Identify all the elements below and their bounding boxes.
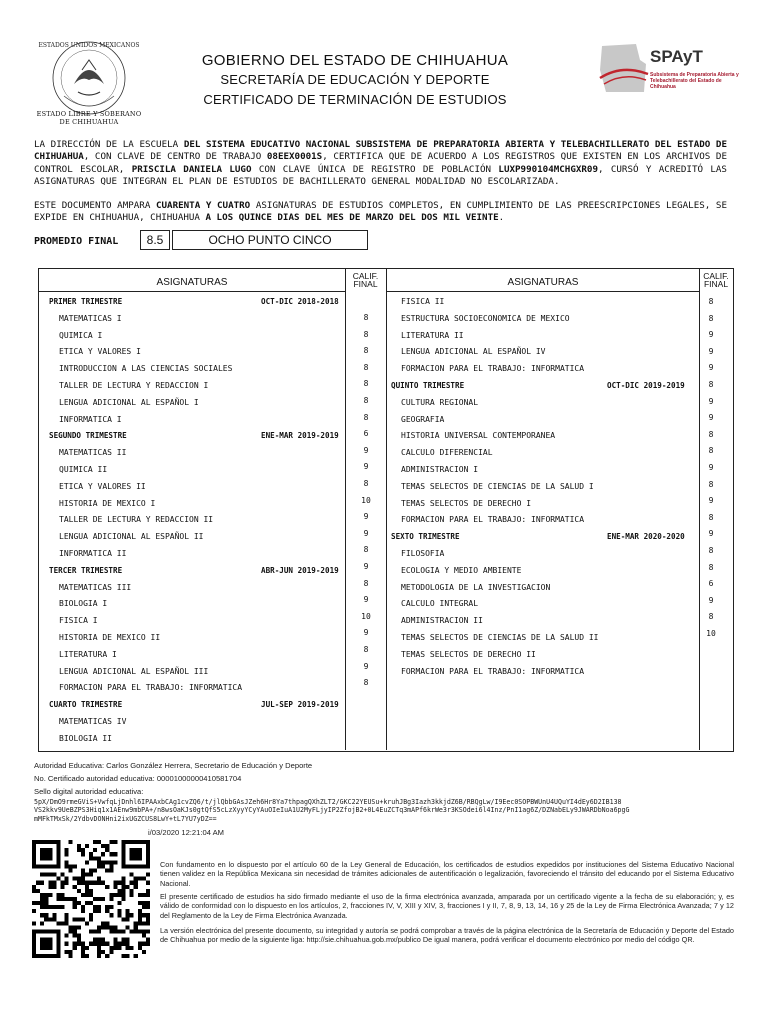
trimester-heading: QUINTO TRIMESTRE xyxy=(391,381,465,390)
document-title: CERTIFICADO DE TERMINACIÓN DE ESTUDIOS xyxy=(203,92,507,107)
legal-paragraph-3: La versión electrónica del presente documento, su integridad y autoría se podrá comprobar a través de la página electrónica de la Secretaría de Educación y Deporte del Estado de Chihuahua por medio de la siguiente liga: http://sie.chihuahua.gob.mx/publico De igual manera, podrá verificar el documento electrónico por medio del código QR. xyxy=(160,926,734,945)
logo-wordmark: SPAyT xyxy=(650,47,703,66)
final-grade: 10 xyxy=(706,629,716,638)
final-average-value: 8.5 xyxy=(140,230,170,250)
subject-name: TALLER DE LECTURA Y REDACCION I xyxy=(59,381,209,390)
logo-subtitle: Subsistema de Preparatoria Abierta y Telebachillerato del Estado de Chihuahua xyxy=(650,72,739,90)
final-grade: 6 xyxy=(708,579,714,589)
final-grade: 8 xyxy=(708,546,714,555)
final-grade: 6 xyxy=(363,429,369,439)
final-grade: 9 xyxy=(708,496,714,506)
final-grade: 8 xyxy=(708,313,714,323)
final-grade: 8 xyxy=(363,678,369,688)
trimester-period: OCT-DIC 2019-2019 xyxy=(607,381,685,390)
final-grade: 8 xyxy=(708,479,714,489)
final-grade: 8 xyxy=(363,645,369,654)
legal-paragraph-2: El presente certificado de estudios ha sido firmado mediante el uso de la firma electrónica avanzada, amparada por un certificado vigente a la fecha de su elaboración; y, es válido de conformidad con lo dispuesto en los artículos, 2, fracciones IV, V, XIII y XIV, 3, fracciones I y II, 7, 8, 9, 13, 14, 16 y 25 de la Ley de Firma Electrónica Avanzada; 7 y 12 del Reglamento de la Ley de Firma Electrónica Avanzada. xyxy=(160,892,734,920)
education-authority: Autoridad Educativa: Carlos González Herrera, Secretario de Educación y Deporte xyxy=(34,761,313,770)
subject-name: HISTORIA DE MEXICO II xyxy=(59,633,161,642)
subject-name: LITERATURA I xyxy=(59,649,117,659)
subject-name: FISICA II xyxy=(401,297,445,306)
final-grade: 8 xyxy=(708,297,714,306)
final-grade: 9 xyxy=(708,396,714,406)
subject-name: ECOLOGIA Y MEDIO AMBIENTE xyxy=(401,565,522,575)
final-average-words: OCHO PUNTO CINCO xyxy=(172,230,368,250)
subject-name: ADMINISTRACION II xyxy=(401,616,483,626)
subject-name: LITERATURA II xyxy=(401,330,464,340)
final-grade: 8 xyxy=(363,346,369,356)
subject-name: ADMINISTRACION I xyxy=(401,465,479,474)
final-grade: 8 xyxy=(363,379,369,389)
curp: LUXP990104MCHGXR09 xyxy=(498,163,598,175)
final-grade: 9 xyxy=(363,462,369,472)
subject-name: CALCULO INTEGRAL xyxy=(401,599,479,609)
subject-name: FISICA I xyxy=(59,616,98,626)
seal-ring-text: ESTADOS UNIDOS MEXICANOS xyxy=(38,42,140,49)
header-rule xyxy=(39,291,345,292)
column-divider xyxy=(386,269,387,750)
trimester-heading: SEXTO TRIMESTRE xyxy=(391,532,460,542)
subjects-table xyxy=(38,268,734,752)
final-average-label: PROMEDIO FINAL xyxy=(34,236,119,247)
subject-name: HISTORIA UNIVERSAL CONTEMPORANEA xyxy=(401,431,556,441)
subject-name: FORMACION PARA EL TRABAJO: INFORMATICA xyxy=(59,683,243,693)
certification-paragraph: LA DIRECCIÓN DE LA ESCUELA DEL SISTEMA EDUCATIVO NACIONAL SUBSISTEMA DE PREPARATORIA ABIERTA Y TELEBACHILLERATO DEL ESTADO DE CHIHUAHUA, CON CLAVE DE CENTRO DE TRABAJO 08EEX0001S, CERTIFICA QUE DE ACUERDO A LOS REGISTROS QUE EXISTEN EN LOS ARCHIVOS DE CONTROL ESCOLAR, PRISCILA DANIELA LUGO CON CLAVE ÚNICA DE REGISTRO DE POBLACIÓN LUXP990104MCHGXR09, CURSÓ Y ACREDITÓ LAS ASIGNATURAS QUE INTEGRAN EL PLAN DE ESTUDIOS DE BACHILLERATO GENERAL MODALIDAD NO ESCOLARIZADA. xyxy=(34,139,727,188)
subject-name: BIOLOGIA I xyxy=(59,599,108,609)
grade-header-left: CALIF. FINAL xyxy=(352,271,379,289)
trimester-heading: PRIMER TRIMESTRE xyxy=(49,297,123,306)
subject-name: CULTURA REGIONAL xyxy=(401,397,479,407)
final-grade: 9 xyxy=(708,346,714,356)
subject-name: TALLER DE LECTURA Y REDACCION II xyxy=(59,515,214,525)
final-grade: 9 xyxy=(363,628,369,638)
subject-name: MATEMATICAS II xyxy=(59,448,127,458)
final-grade: 8 xyxy=(363,412,369,422)
final-grade: 8 xyxy=(363,578,369,588)
subject-name: FORMACION PARA EL TRABAJO: INFORMATICA xyxy=(401,666,585,676)
final-grade: 9 xyxy=(708,330,714,340)
subject-name: CALCULO DIFERENCIAL xyxy=(401,448,493,458)
header-rule xyxy=(387,291,699,292)
seal-caption xyxy=(34,110,144,126)
trimester-heading: TERCER TRIMESTRE xyxy=(49,565,123,575)
digital-seal-label: Sello digital autoridad educativa: xyxy=(34,787,144,796)
subject-name: TEMAS SELECTOS DE CIENCIAS DE LA SALUD I xyxy=(401,481,594,491)
final-grade: 8 xyxy=(363,329,369,339)
final-grade: 10 xyxy=(361,495,371,505)
seal-caption-line: DE CHIHUAHUA xyxy=(59,118,119,126)
subject-name: LENGUA ADICIONAL AL ESPAÑOL II xyxy=(59,532,204,542)
final-grade: 8 xyxy=(708,612,714,622)
trimester-heading: SEGUNDO TRIMESTRE xyxy=(49,431,127,441)
subject-name: FORMACION PARA EL TRABAJO: INFORMATICA xyxy=(401,364,585,374)
final-grade: 9 xyxy=(708,413,714,423)
subject-name: LENGUA ADICIONAL AL ESPAÑOL I xyxy=(59,397,199,407)
subject-name: ETICA Y VALORES II xyxy=(59,481,146,491)
column-divider xyxy=(699,269,700,750)
student-name: PRISCILA DANIELA LUGO xyxy=(131,163,252,175)
subject-name: INFORMATICA I xyxy=(59,414,122,424)
qr-code-icon xyxy=(32,840,150,958)
subject-name: LENGUA ADICIONAL AL ESPAÑOL III xyxy=(59,666,209,676)
subject-name: TEMAS SELECTOS DE CIENCIAS DE LA SALUD II xyxy=(401,633,599,642)
trimester-period: ENE-MAR 2020-2020 xyxy=(607,532,685,542)
issue-timestamp: i/03/2020 12:21:04 AM xyxy=(148,828,224,837)
final-grade: 8 xyxy=(363,396,369,405)
subject-name: QUIMICA I xyxy=(59,330,103,340)
final-grade: 8 xyxy=(363,545,369,555)
subjects-header-right: ASIGNATURAS xyxy=(507,277,579,288)
subject-name: METODOLOGIA DE LA INVESTIGACION xyxy=(401,582,551,592)
final-grade: 8 xyxy=(708,446,714,456)
subject-name: INFORMATICA II xyxy=(59,549,127,558)
subject-name: BIOLOGIA II xyxy=(59,733,112,743)
column-divider xyxy=(345,269,346,750)
final-grade: 8 xyxy=(363,479,369,488)
final-grade: 9 xyxy=(708,595,714,605)
final-grade: 9 xyxy=(363,595,369,605)
subject-name: ESTRUCTURA SOCIOECONOMICA DE MEXICO xyxy=(401,313,570,323)
final-grade: 9 xyxy=(708,363,714,373)
subject-name: HISTORIA DE MEXICO I xyxy=(59,498,156,508)
subject-name: MATEMATICAS III xyxy=(59,582,132,592)
final-grade: 9 xyxy=(363,512,369,522)
subject-name: MATEMATICAS IV xyxy=(59,717,127,726)
final-grade: 9 xyxy=(363,528,369,538)
subject-name: TEMAS SELECTOS DE DERECHO I xyxy=(401,498,532,508)
trimester-period: JUL-SEP 2019-2019 xyxy=(261,700,339,710)
subject-name: ETICA Y VALORES I xyxy=(59,347,141,357)
final-grade: 8 xyxy=(708,562,714,572)
subject-name: INTRODUCCION A LAS CIENCIAS SOCIALES xyxy=(59,364,233,374)
subjects-header-left: ASIGNATURAS xyxy=(156,277,228,288)
secretariat-title: SECRETARÍA DE EDUCACIÓN Y DEPORTE xyxy=(220,72,490,87)
trimester-period: ABR-JUN 2019-2019 xyxy=(261,565,339,575)
subject-name: FORMACION PARA EL TRABAJO: INFORMATICA xyxy=(401,515,585,525)
trimester-heading: CUARTO TRIMESTRE xyxy=(49,700,123,710)
trimester-period: OCT-DIC 2018-2018 xyxy=(261,297,339,306)
subject-name: FILOSOFIA xyxy=(401,549,445,558)
final-grade: 8 xyxy=(363,362,369,372)
final-grade: 9 xyxy=(708,529,714,539)
grade-header-right: CALIF. FINAL xyxy=(703,271,729,289)
final-grade: 8 xyxy=(708,512,714,522)
final-grade: 9 xyxy=(363,661,369,671)
final-grade: 9 xyxy=(363,562,369,571)
subject-name: GEOGRAFIA xyxy=(401,414,445,424)
subject-name: MATEMATICAS I xyxy=(59,313,122,323)
subject-name: LENGUA ADICIONAL AL ESPAÑOL IV xyxy=(401,347,546,357)
seal-caption-line: ESTADO LIBRE Y SOBERANO xyxy=(36,110,142,118)
certificate-number: No. Certificado autoridad educativa: 00001000000410581704 xyxy=(34,774,242,783)
final-grade: 8 xyxy=(708,380,714,389)
trimester-period: ENE-MAR 2019-2019 xyxy=(261,431,339,441)
subject-name: QUIMICA II xyxy=(59,465,108,474)
final-grade: 10 xyxy=(361,611,371,621)
final-grade: 8 xyxy=(363,313,369,322)
digital-seal-value: 5pX/DmO9rmeGViS+VwfqLjDnhl6IPAAxbCAg1cvZQ6/t/jlQbbGAsJZeh6Hr8Ya7thpagQXhZLT2/GKC22YEUSu+kruhJBg3Iazh3kkjdZ6B/RBQgLw/I9Eec0SOPBWUnU4UQuYI4dEy6D2IB138 VS2kkv9UeBZPS3Hiq1x1AEnw9mbPA+/n8wsOaKJs0gtQfS5cLzXyyYCyYAuOIeIuA1U2MyFLjyIP2ZfojB2+0L4EuZCTq3mAPf6krWe3r3KSOdei6l4Inz/PnI1ag6Z/DZNabELy9JWARDbNoa6pgG mMFkTMxSk/2YdbvDONHni2ixUGZCUS8LwY+tL7YU7yDZ== xyxy=(34,798,630,823)
final-grade: 9 xyxy=(708,463,714,472)
legal-paragraph-1: Con fundamento en lo dispuesto por el artículo 60 de la Ley General de Educación, los certificados de estudios expedidos por instituciones del Sistema Educativo Nacional tienen validez en la República Mexicana sin necesidad de trámites adicionales de autentificación o legalización, favoreciendo el tránsito del educando por el Sistema Educativo Nacional. xyxy=(160,860,734,888)
subject-name: TEMAS SELECTOS DE DERECHO II xyxy=(401,649,536,659)
final-grade: 9 xyxy=(363,445,369,455)
final-grade: 8 xyxy=(708,429,714,439)
issuance-paragraph: ESTE DOCUMENTO AMPARA CUARENTA Y CUATRO ASIGNATURAS DE ESTUDIOS COMPLETOS, EN CUMPLIMIENTO DE LAS PREESCRIPCIONES LEGALES, SE EXPIDE EN CHIHUAHUA, CHIHUAHUA A LOS QUINCE DIAS DEL MES DE MARZO DEL DOS MIL VEINTE. xyxy=(34,200,727,224)
government-title: GOBIERNO DEL ESTADO DE CHIHUAHUA xyxy=(201,52,509,69)
